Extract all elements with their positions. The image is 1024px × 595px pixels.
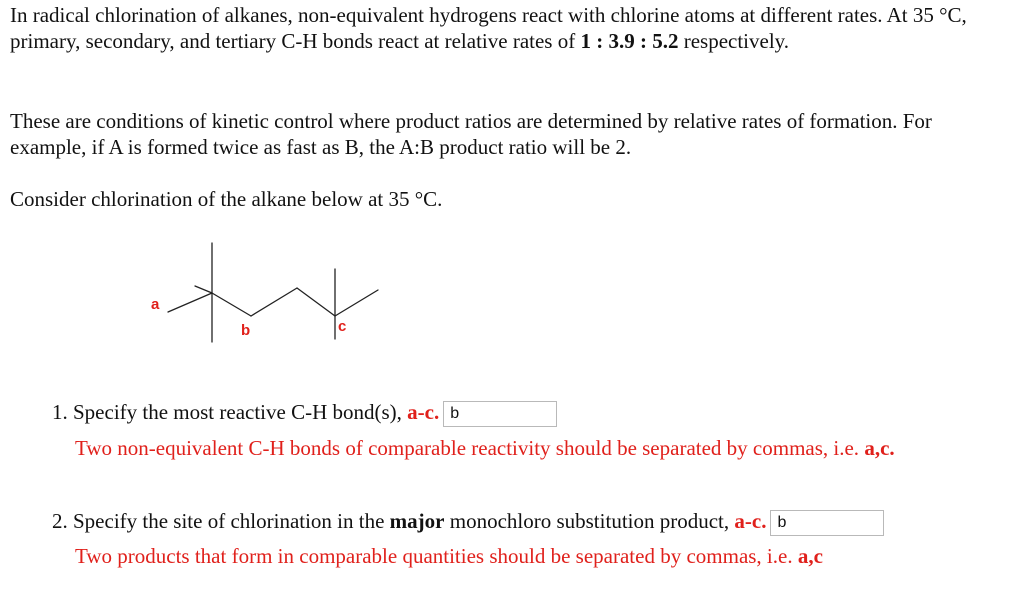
intro-paragraph-kinetic: These are conditions of kinetic control where product ratios are determined by relative rates of formation. For example, if A is formed twice as fast as B, the A:B product ratio will be 2. [10,109,932,159]
intro-rates-text: In radical chlorination of alkanes, non-equivalent hydrogens react with chlorine atoms at different rates. At 35 °C, primary, secondary, and tertiary C-H bonds react at relative rates of [10,3,967,53]
bond-c5-c6 [335,290,378,316]
question-2-text: 2. Specify the site of chlorination in the [52,509,390,533]
label-b: b [241,322,251,339]
alkane-structure-diagram [140,236,400,346]
bond-c2-c3 [212,293,251,316]
question-2 [52,508,884,536]
question-1-hint [75,435,1005,461]
bond-quaternary-methyl [195,286,212,293]
question-2-text-2: monochloro substitution product, [444,509,735,533]
question-1 [52,399,557,427]
question-2-answer-input[interactable]: b [770,510,884,536]
label-a: a [151,296,160,313]
bond-c1-c2 [168,293,212,312]
intro-rates-ratio: 1 : 3.9 : 5.2 [580,29,679,53]
question-1-text: 1. Specify the most reactive C-H bond(s), [52,400,408,424]
intro-rates-end: respectively. [678,29,790,53]
question-1-hint-text: Two non-equivalent C-H bonds of comparable reactivity should be separated by commas, i.e. [75,436,865,460]
question-2-hint-example: a,c [797,544,823,568]
question-1-range: a-c. [407,400,440,424]
question-2-range: a-c. [734,509,767,533]
question-2-hint [75,543,1005,569]
question-2-emphasis: major [389,509,445,533]
bond-c3-c4 [251,288,297,316]
intro-paragraph-consider: Consider chlorination of the alkane below at 35 °C. [10,187,443,211]
question-2-hint-text: Two products that form in comparable quantities should be separated by commas, i.e. [75,544,798,568]
intro-paragraph-rates [10,2,1010,54]
question-1-answer-input[interactable]: b [443,401,557,427]
label-c: c [338,318,347,335]
bond-c4-c5 [297,288,335,316]
question-1-hint-example: a,c. [864,436,895,460]
